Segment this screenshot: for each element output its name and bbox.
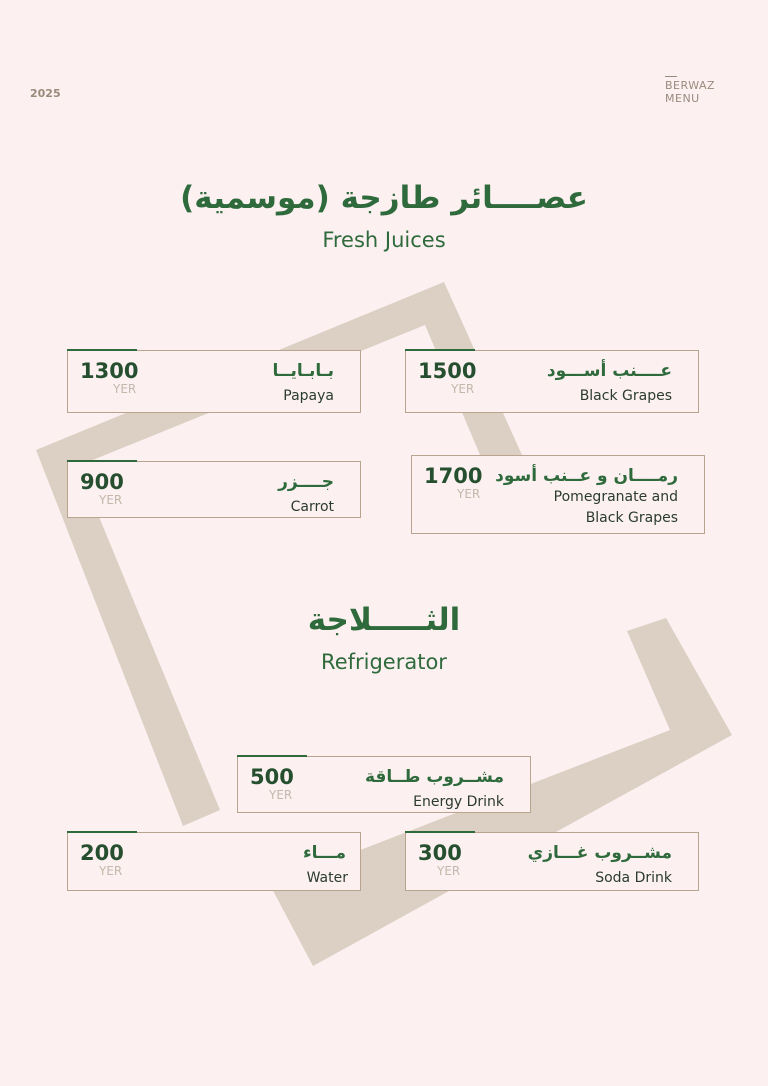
brand-subtitle: MENU [665, 92, 700, 105]
menu-item-pomegranate-black-grapes [411, 455, 705, 534]
item-price: 500 [250, 765, 294, 789]
item-currency: YER [269, 788, 293, 802]
item-accent-bar [67, 460, 137, 462]
item-currency: YER [451, 382, 475, 396]
menu-item-black-grapes [405, 350, 699, 413]
item-name-english: Water [306, 870, 348, 886]
item-name-arabic: مشــروب غـــازي [527, 843, 672, 863]
year-label: 2025 [30, 87, 61, 100]
section-title-english: Refrigerator [321, 650, 447, 674]
item-currency: YER [113, 382, 137, 396]
item-name-arabic: بـابـايــا [272, 361, 334, 381]
item-price: 1500 [418, 359, 477, 383]
brand-name: BERWAZ [665, 79, 716, 92]
item-currency: YER [437, 864, 461, 878]
section-title-arabic: عصــــائر طازجة (موسمية) [180, 180, 588, 216]
brand-logo [665, 76, 715, 105]
item-currency: YER [457, 487, 481, 501]
brand-dash-divider [665, 76, 677, 77]
item-currency: YER [99, 493, 123, 507]
item-name-english-line2: Black Grapes [585, 510, 678, 526]
item-name-english-line1: Pomegranate and [553, 489, 678, 505]
item-name-arabic: مـــاء [302, 843, 346, 863]
item-name-arabic: رمــــان و عــنب أسود [495, 466, 678, 486]
item-name-arabic: جــــزر [278, 472, 334, 492]
item-price: 900 [80, 470, 124, 494]
menu-item-papaya [67, 350, 361, 413]
menu-item-soda-drink [405, 832, 699, 891]
item-name-english: Papaya [283, 388, 334, 404]
item-accent-bar [237, 755, 307, 757]
item-name-english: Carrot [290, 499, 334, 515]
item-currency: YER [99, 864, 123, 878]
section-title-arabic: الثـــــلاجة [307, 602, 461, 638]
item-accent-bar [67, 831, 137, 833]
item-name-english: Energy Drink [413, 794, 504, 810]
section-title-english: Fresh Juices [322, 228, 446, 252]
item-accent-bar [405, 831, 475, 833]
item-name-english: Soda Drink [595, 870, 672, 886]
item-name-english: Black Grapes [579, 388, 672, 404]
menu-item-energy-drink [237, 756, 531, 813]
item-price: 1700 [424, 464, 483, 488]
menu-item-carrot [67, 461, 361, 518]
item-price: 300 [418, 841, 462, 865]
item-accent-bar [67, 349, 137, 351]
item-accent-bar [405, 349, 475, 351]
item-name-arabic: عــــنب أســـود [546, 361, 672, 381]
item-price: 200 [80, 841, 124, 865]
item-name-english [554, 487, 678, 529]
menu-item-water [67, 832, 361, 891]
item-name-arabic: مشــروب طــاقة [364, 767, 504, 787]
item-price: 1300 [80, 359, 139, 383]
